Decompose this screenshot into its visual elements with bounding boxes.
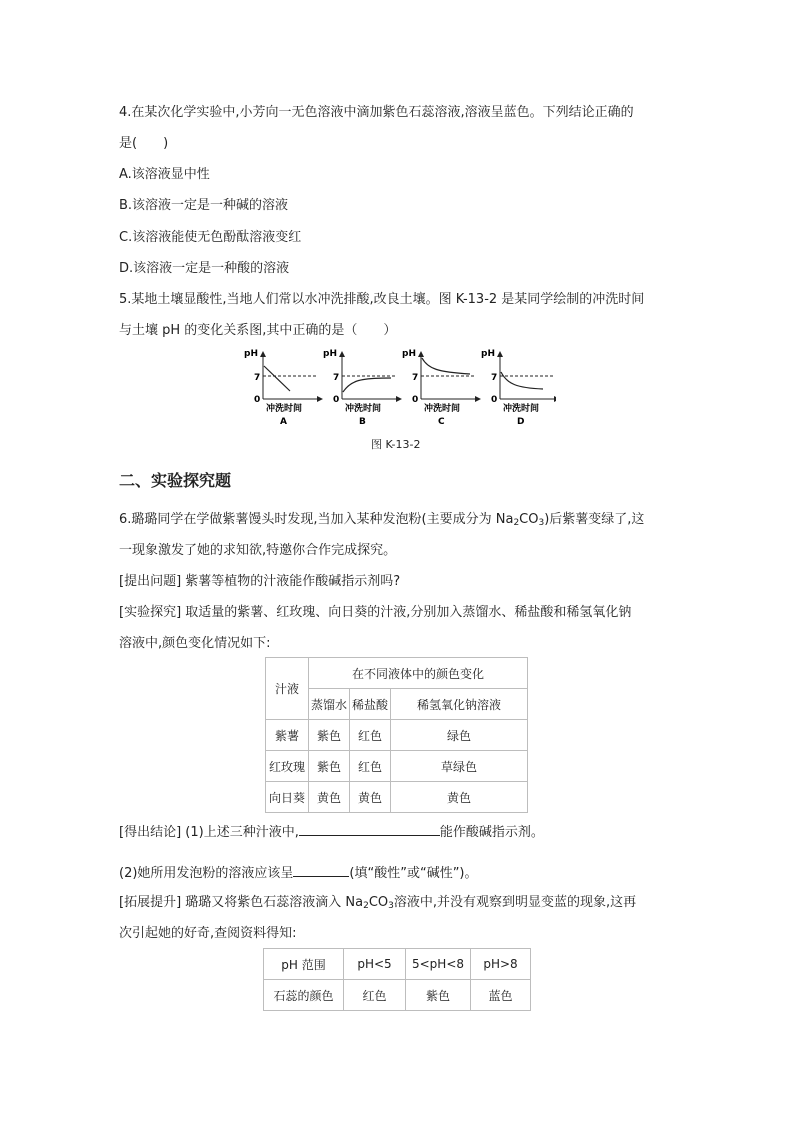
- q6-extend-sub2: 2: [363, 901, 369, 911]
- graph-c-ylabel: pH: [402, 349, 416, 359]
- graph-c-xlabel: 冲洗时间: [424, 404, 461, 414]
- q6-extend-sub3: 3: [388, 901, 394, 911]
- graph-d-label: D: [517, 417, 525, 427]
- q6-extend-mid: CO: [368, 895, 389, 910]
- q6-conclusion2-pre: (2)她所用发泡粉的溶液应该呈: [119, 866, 294, 881]
- table1-cell: 紫色: [309, 751, 350, 782]
- q6-intro-line1: [119, 511, 644, 532]
- graph-b-label: B: [359, 417, 366, 427]
- graph-d-zero: 0: [491, 395, 498, 405]
- q6-extend-post: 溶液中,并没有观察到明显变蓝的现象,这再: [393, 895, 637, 910]
- table-row: [264, 980, 531, 1011]
- graph-b: [323, 349, 401, 427]
- q6-conclusion2: [119, 862, 478, 883]
- answer-blank-2[interactable]: [293, 862, 349, 877]
- q4-option-a: A.该溶液显中性: [119, 167, 210, 182]
- graph-d-ylabel: pH: [481, 349, 495, 359]
- graph-c-zero: 0: [412, 395, 419, 405]
- graph-a-ylabel: pH: [244, 349, 258, 359]
- table-row: [266, 751, 528, 782]
- q4-option-c: C.该溶液能使无色酚酞溶液变红: [119, 230, 302, 245]
- table1-cell: 黄色: [391, 782, 528, 813]
- table1-cell: 红色: [350, 720, 391, 751]
- q6-conclusion1-pre: [得出结论] (1)上述三种汁液中,: [119, 825, 299, 840]
- answer-blank-1[interactable]: [299, 821, 440, 836]
- graph-a: [244, 349, 322, 427]
- table2-header: 5<pH<8: [406, 949, 471, 980]
- q5-stem-line1: 5.某地土壤显酸性,当地人们常以水冲洗排酸,改良土壤。图 K-13-2 是某同学绘制的冲洗时间: [119, 292, 645, 307]
- graph-b-seven: 7: [333, 373, 340, 383]
- section-title: 二、实验探究题: [119, 471, 232, 490]
- q6-extend-pre: [拓展提升] 璐璐又将紫色石蕊溶液滴入 Na: [119, 895, 364, 910]
- q6-intro-line2: 一现象激发了她的求知欲,特邀你合作完成探究。: [119, 543, 397, 558]
- q6-conclusion2-post: (填“酸性”或“碱性”)。: [349, 866, 478, 881]
- q6-intro-post: )后紫薯变绿了,这: [544, 512, 645, 527]
- graph-c-label: C: [438, 417, 445, 427]
- q6-conclusion1: [119, 821, 544, 842]
- table1-cell: 紫色: [309, 720, 350, 751]
- q6-extend-line2: 次引起她的好奇,查阅资料得知:: [119, 926, 297, 941]
- table1-header-col2: 稀盐酸: [350, 689, 391, 720]
- table2-header: pH 范围: [264, 949, 344, 980]
- table2-cell: 紫色: [406, 980, 471, 1011]
- table2-cell: 蓝色: [471, 980, 531, 1011]
- q6-question: [提出问题] 紫薯等植物的汁液能作酸碱指示剂吗?: [119, 574, 401, 589]
- graph-a-label: A: [280, 417, 287, 427]
- table1-cell: 草绿色: [391, 751, 528, 782]
- q4-option-b: B.该溶液一定是一种碱的溶液: [119, 198, 289, 213]
- table1-cell: 黄色: [350, 782, 391, 813]
- table1-header-col1: 蒸馏水: [309, 689, 350, 720]
- q4-stem-line1: 4.在某次化学实验中,小芳向一无色溶液中滴加紫色石蕊溶液,溶液呈蓝色。下列结论正确的: [119, 105, 634, 120]
- graph-a-seven: 7: [254, 373, 261, 383]
- q4-stem-line2: 是( ): [119, 136, 169, 151]
- q4-option-d: D.该溶液一定是一种酸的溶液: [119, 261, 290, 276]
- q5-stem-line2: 与土壤 pH 的变化关系图,其中正确的是（ ）: [119, 323, 397, 338]
- q6-intro-sub3: 3: [538, 518, 545, 528]
- table1-cell: 绿色: [391, 720, 528, 751]
- q6-intro-pre: 6.璐璐同学在学做紫薯馒头时发现,当加入某种发泡粉(主要成分为 Na: [119, 512, 514, 527]
- table-row: [266, 720, 528, 751]
- graph-d-seven: 7: [491, 373, 498, 383]
- q6-intro-sub2: 2: [513, 518, 520, 528]
- graph-c: [402, 349, 480, 427]
- q6-explore-line1: [实验探究] 取适量的紫薯、红玫瑰、向日葵的汁液,分别加入蒸馏水、稀盐酸和稀氢氧化钠: [119, 605, 632, 620]
- graph-c-seven: 7: [412, 373, 419, 383]
- table1-cell: 紫薯: [266, 720, 309, 751]
- graph-b-ylabel: pH: [323, 349, 337, 359]
- table1-header-juice: 汁液: [266, 658, 309, 720]
- graph-b-zero: 0: [333, 395, 340, 405]
- q5-graphs: [236, 344, 556, 428]
- table1-header-col3: 稀氢氧化钠溶液: [391, 689, 528, 720]
- litmus-color-table: [263, 948, 531, 1011]
- q6-explore-line2: 溶液中,颜色变化情况如下:: [119, 636, 271, 651]
- table1-cell: 黄色: [309, 782, 350, 813]
- graph-a-zero: 0: [254, 395, 261, 405]
- table2-header: pH>8: [471, 949, 531, 980]
- color-change-table: [265, 657, 528, 813]
- table1-cell: 红玫瑰: [266, 751, 309, 782]
- q6-conclusion1-post: 能作酸碱指示剂。: [439, 825, 544, 840]
- table2-header: pH<5: [344, 949, 406, 980]
- graph-d: [481, 349, 556, 427]
- table1-cell: 向日葵: [266, 782, 309, 813]
- table1-header-group: 在不同液体中的颜色变化: [309, 658, 528, 689]
- figure-caption: 图 K-13-2: [371, 438, 421, 451]
- graph-d-xlabel: 冲洗时间: [503, 404, 540, 414]
- table2-cell: 红色: [344, 980, 406, 1011]
- graph-b-xlabel: 冲洗时间: [345, 404, 382, 414]
- table2-cell: 石蕊的颜色: [264, 980, 344, 1011]
- table1-cell: 红色: [350, 751, 391, 782]
- table-row: [264, 949, 531, 980]
- table-row: [266, 782, 528, 813]
- q6-intro-mid: CO: [519, 512, 539, 527]
- q6-extend-line1: [119, 894, 636, 915]
- graph-a-xlabel: 冲洗时间: [266, 404, 303, 414]
